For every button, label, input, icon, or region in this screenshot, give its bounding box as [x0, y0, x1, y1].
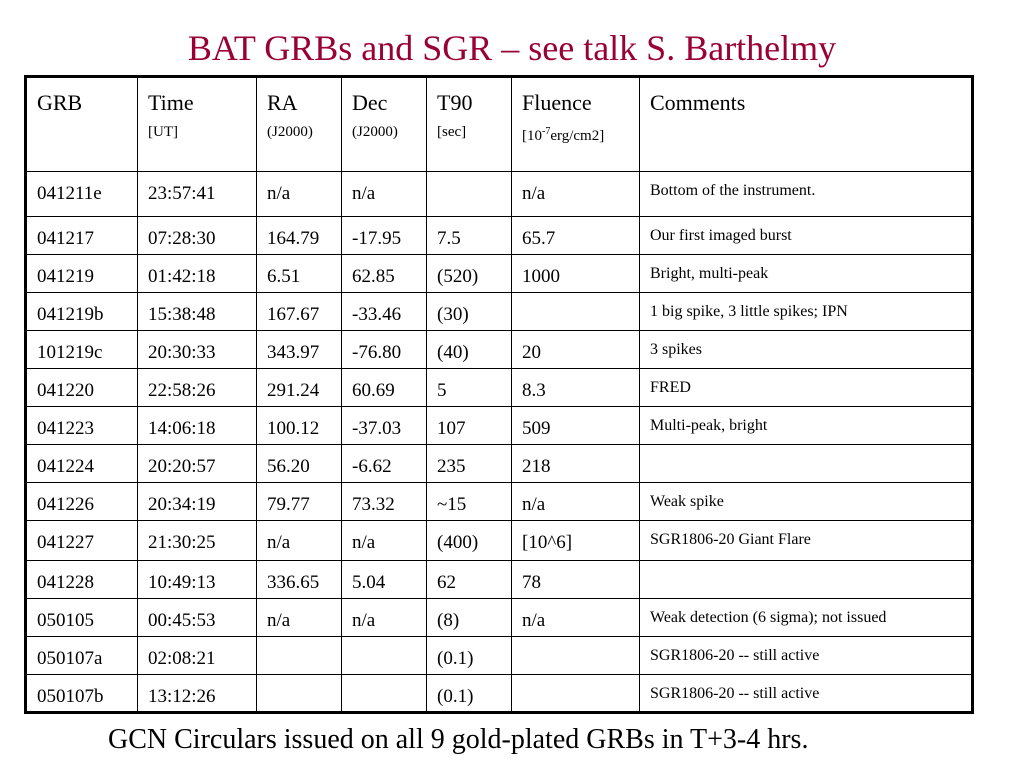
cell-grb: 041227 — [26, 521, 138, 561]
cell-fluence: n/a — [512, 599, 640, 637]
cell-time: 00:45:53 — [138, 599, 257, 637]
cell-grb: 041211e — [26, 172, 138, 217]
cell-fluence: 20 — [512, 331, 640, 369]
table-row — [26, 675, 973, 713]
fluence-unit-suffix: erg/cm2] — [550, 128, 605, 144]
cell-grb: 041224 — [26, 445, 138, 483]
fluence-unit-exponent: -7 — [542, 126, 551, 137]
cell-dec: 5.04 — [342, 561, 427, 599]
grb-table — [24, 75, 974, 714]
cell-comment: Weak detection (6 sigma); not issued — [640, 599, 973, 637]
header-dec-label: Dec — [352, 90, 388, 115]
cell-t90: (400) — [427, 521, 512, 561]
cell-ra: 6.51 — [257, 255, 342, 293]
cell-grb: 101219c — [26, 331, 138, 369]
table-row — [26, 331, 973, 369]
cell-dec — [342, 637, 427, 675]
header-time-unit: [UT] — [148, 124, 178, 140]
header-grb — [26, 77, 138, 172]
table-row — [26, 217, 973, 255]
cell-dec: n/a — [342, 599, 427, 637]
cell-ra: 291.24 — [257, 369, 342, 407]
cell-t90: (0.1) — [427, 637, 512, 675]
cell-ra: 336.65 — [257, 561, 342, 599]
header-fluence — [512, 77, 640, 172]
cell-comment: FRED — [640, 369, 973, 407]
cell-dec: -6.62 — [342, 445, 427, 483]
cell-time: 20:34:19 — [138, 483, 257, 521]
cell-t90: (8) — [427, 599, 512, 637]
header-t90-label: T90 — [437, 90, 473, 115]
cell-fluence: 509 — [512, 407, 640, 445]
header-ra — [257, 77, 342, 172]
cell-time: 21:30:25 — [138, 521, 257, 561]
cell-comment: 3 spikes — [640, 331, 973, 369]
cell-grb: 041228 — [26, 561, 138, 599]
cell-grb: 041226 — [26, 483, 138, 521]
cell-grb: 041219 — [26, 255, 138, 293]
table-row — [26, 255, 973, 293]
cell-ra: n/a — [257, 599, 342, 637]
cell-dec — [342, 675, 427, 713]
cell-fluence — [512, 637, 640, 675]
cell-comment: SGR1806-20 Giant Flare — [640, 521, 973, 561]
header-comments — [640, 77, 973, 172]
footer-note: GCN Circulars issued on all 9 gold-plated GRBs in T+3-4 hrs. — [108, 724, 809, 755]
cell-fluence: [10^6] — [512, 521, 640, 561]
cell-grb: 050105 — [26, 599, 138, 637]
cell-dec: n/a — [342, 521, 427, 561]
cell-time: 14:06:18 — [138, 407, 257, 445]
cell-grb: 041219b — [26, 293, 138, 331]
cell-ra: n/a — [257, 172, 342, 217]
cell-time: 01:42:18 — [138, 255, 257, 293]
cell-ra: 164.79 — [257, 217, 342, 255]
cell-dec: 62.85 — [342, 255, 427, 293]
cell-grb: 050107a — [26, 637, 138, 675]
cell-time: 20:30:33 — [138, 331, 257, 369]
cell-comment: Bottom of the instrument. — [640, 172, 973, 217]
cell-time: 10:49:13 — [138, 561, 257, 599]
cell-dec: -17.95 — [342, 217, 427, 255]
table-header-row — [26, 77, 973, 172]
cell-time: 13:12:26 — [138, 675, 257, 713]
cell-comment: SGR1806-20 -- still active — [640, 675, 973, 713]
cell-comment: SGR1806-20 -- still active — [640, 637, 973, 675]
cell-t90: 235 — [427, 445, 512, 483]
header-comments-label: Comments — [650, 90, 746, 115]
header-t90 — [427, 77, 512, 172]
cell-ra: n/a — [257, 521, 342, 561]
cell-dec: 73.32 — [342, 483, 427, 521]
header-dec — [342, 77, 427, 172]
cell-dec: -76.80 — [342, 331, 427, 369]
cell-grb: 041217 — [26, 217, 138, 255]
table-row — [26, 599, 973, 637]
cell-dec: n/a — [342, 172, 427, 217]
header-time — [138, 77, 257, 172]
table-row — [26, 293, 973, 331]
fluence-unit-prefix: [10 — [522, 128, 542, 144]
table-row — [26, 521, 973, 561]
cell-t90: (40) — [427, 331, 512, 369]
cell-t90: (520) — [427, 255, 512, 293]
cell-ra: 79.77 — [257, 483, 342, 521]
header-time-label: Time — [148, 90, 194, 115]
header-fluence-label: Fluence — [522, 90, 592, 115]
cell-grb: 050107b — [26, 675, 138, 713]
cell-fluence: n/a — [512, 483, 640, 521]
cell-t90: 107 — [427, 407, 512, 445]
cell-comment: Our first imaged burst — [640, 217, 973, 255]
header-dec-unit: (J2000) — [352, 124, 398, 140]
cell-dec: -37.03 — [342, 407, 427, 445]
cell-t90: (30) — [427, 293, 512, 331]
cell-time: 02:08:21 — [138, 637, 257, 675]
header-t90-unit: [sec] — [437, 124, 467, 140]
header-ra-unit: (J2000) — [267, 124, 313, 140]
cell-dec: -33.46 — [342, 293, 427, 331]
table-row — [26, 445, 973, 483]
cell-fluence: 218 — [512, 445, 640, 483]
cell-time: 20:20:57 — [138, 445, 257, 483]
cell-comment — [640, 561, 973, 599]
cell-dec: 60.69 — [342, 369, 427, 407]
cell-ra: 167.67 — [257, 293, 342, 331]
cell-comment: Weak spike — [640, 483, 973, 521]
cell-time: 22:58:26 — [138, 369, 257, 407]
cell-ra — [257, 675, 342, 713]
cell-comment: 1 big spike, 3 little spikes; IPN — [640, 293, 973, 331]
table-row — [26, 483, 973, 521]
cell-fluence — [512, 675, 640, 713]
table-row — [26, 561, 973, 599]
cell-comment: Bright, multi-peak — [640, 255, 973, 293]
cell-fluence: 8.3 — [512, 369, 640, 407]
table-row — [26, 369, 973, 407]
cell-ra: 343.97 — [257, 331, 342, 369]
table-row — [26, 407, 973, 445]
cell-t90: 62 — [427, 561, 512, 599]
cell-ra — [257, 637, 342, 675]
cell-time: 23:57:41 — [138, 172, 257, 217]
cell-fluence — [512, 293, 640, 331]
slide-title: BAT GRBs and SGR – see talk S. Barthelmy — [187, 28, 837, 68]
cell-time: 07:28:30 — [138, 217, 257, 255]
cell-t90: 5 — [427, 369, 512, 407]
cell-fluence: n/a — [512, 172, 640, 217]
cell-comment — [640, 445, 973, 483]
cell-fluence: 78 — [512, 561, 640, 599]
table-row — [26, 637, 973, 675]
cell-comment: Multi-peak, bright — [640, 407, 973, 445]
table-row — [26, 172, 973, 217]
cell-t90: ~15 — [427, 483, 512, 521]
header-fluence-unit — [522, 123, 639, 145]
cell-grb: 041223 — [26, 407, 138, 445]
cell-fluence: 65.7 — [512, 217, 640, 255]
cell-t90: (0.1) — [427, 675, 512, 713]
cell-time: 15:38:48 — [138, 293, 257, 331]
cell-fluence: 1000 — [512, 255, 640, 293]
cell-grb: 041220 — [26, 369, 138, 407]
cell-ra: 100.12 — [257, 407, 342, 445]
header-grb-label: GRB — [37, 90, 83, 115]
cell-t90: 7.5 — [427, 217, 512, 255]
cell-ra: 56.20 — [257, 445, 342, 483]
cell-t90 — [427, 172, 512, 217]
header-ra-label: RA — [267, 90, 298, 115]
